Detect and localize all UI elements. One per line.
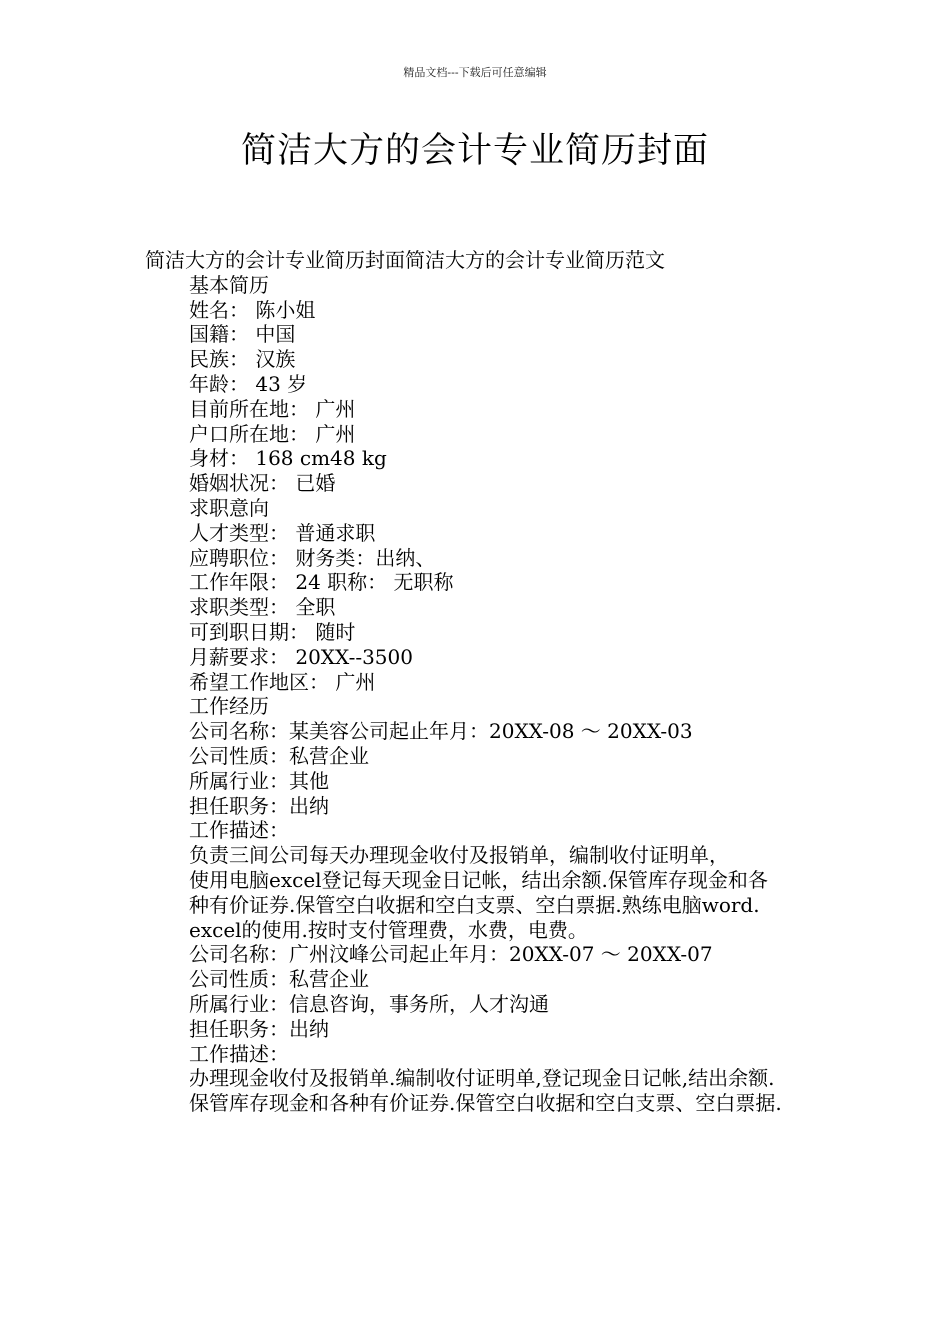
field-nationality: 国籍： 中国 [189, 322, 296, 347]
document-title: 简洁大方的会计专业简历封面 [240, 131, 709, 171]
field-hukou: 户口所在地： 广州 [189, 421, 356, 446]
job2-desc-label: 工作描述： [189, 1041, 289, 1066]
field-salary: 月薪要求： 20XX--3500 [189, 644, 413, 669]
job2-desc-line: 办理现金收付及报销单.编制收付证明单,登记现金日记帐,结出余额. [189, 1066, 775, 1091]
job1-desc-line: 使用电脑excel登记每天现金日记帐，结出余额.保管库存现金和各 [189, 867, 768, 892]
document-body [145, 248, 810, 1116]
job2-desc-line: 保管库存现金和各种有价证券.保管空白收据和空白支票、空白票据. [189, 1091, 782, 1116]
job1-nature: 公司性质：私营企业 [189, 743, 369, 768]
field-start-date: 可到职日期： 随时 [189, 619, 356, 644]
section-heading-experience: 工作经历 [189, 694, 269, 719]
field-age: 年龄： 43 岁 [189, 371, 308, 396]
job1-company: 公司名称：某美容公司起止年月：20XX-08 ～ 20XX-03 [189, 719, 693, 744]
job1-desc-line: excel的使用.按时支付管理费，水费，电费。 [189, 917, 588, 942]
field-position: 应聘职位： 财务类：出纳、 [189, 545, 436, 570]
intro-line: 简洁大方的会计专业简历封面简洁大方的会计专业简历范文 [145, 248, 665, 272]
field-talent-type: 人才类型： 普通求职 [189, 520, 376, 545]
field-current-location: 目前所在地： 广州 [189, 396, 356, 421]
field-name: 姓名： 陈小姐 [189, 297, 316, 322]
job1-desc-label: 工作描述： [189, 818, 289, 843]
job1-role: 担任职务：出纳 [189, 793, 329, 818]
field-job-type: 求职类型： 全职 [189, 595, 336, 620]
job1-desc-line: 负责三间公司每天办理现金收付及报销单，编制收付证明单， [189, 843, 729, 868]
field-marital: 婚姻状况： 已婚 [189, 471, 336, 496]
field-ethnicity: 民族： 汉族 [189, 347, 296, 372]
job1-industry: 所属行业：其他 [189, 768, 329, 793]
job1-desc-line: 种有价证券.保管空白收据和空白支票、空白票据.熟练电脑word. [189, 892, 760, 917]
job2-role: 担任职务：出纳 [189, 1016, 329, 1041]
field-body-size: 身材： 168 cm48 kg [189, 446, 387, 471]
section-heading-basic: 基本简历 [189, 272, 269, 297]
field-area: 希望工作地区： 广州 [189, 669, 376, 694]
page-watermark: 精品文档---下载后可任意编辑 [403, 66, 547, 79]
job2-company: 公司名称：广州汶峰公司起止年月：20XX-07 ～ 20XX-07 [189, 942, 713, 967]
section-heading-intent: 求职意向 [189, 495, 269, 520]
job2-industry: 所属行业：信息咨询，事务所，人才沟通 [189, 991, 549, 1016]
field-years: 工作年限： 24 职称： 无职称 [189, 570, 454, 595]
job2-nature: 公司性质：私营企业 [189, 967, 369, 992]
